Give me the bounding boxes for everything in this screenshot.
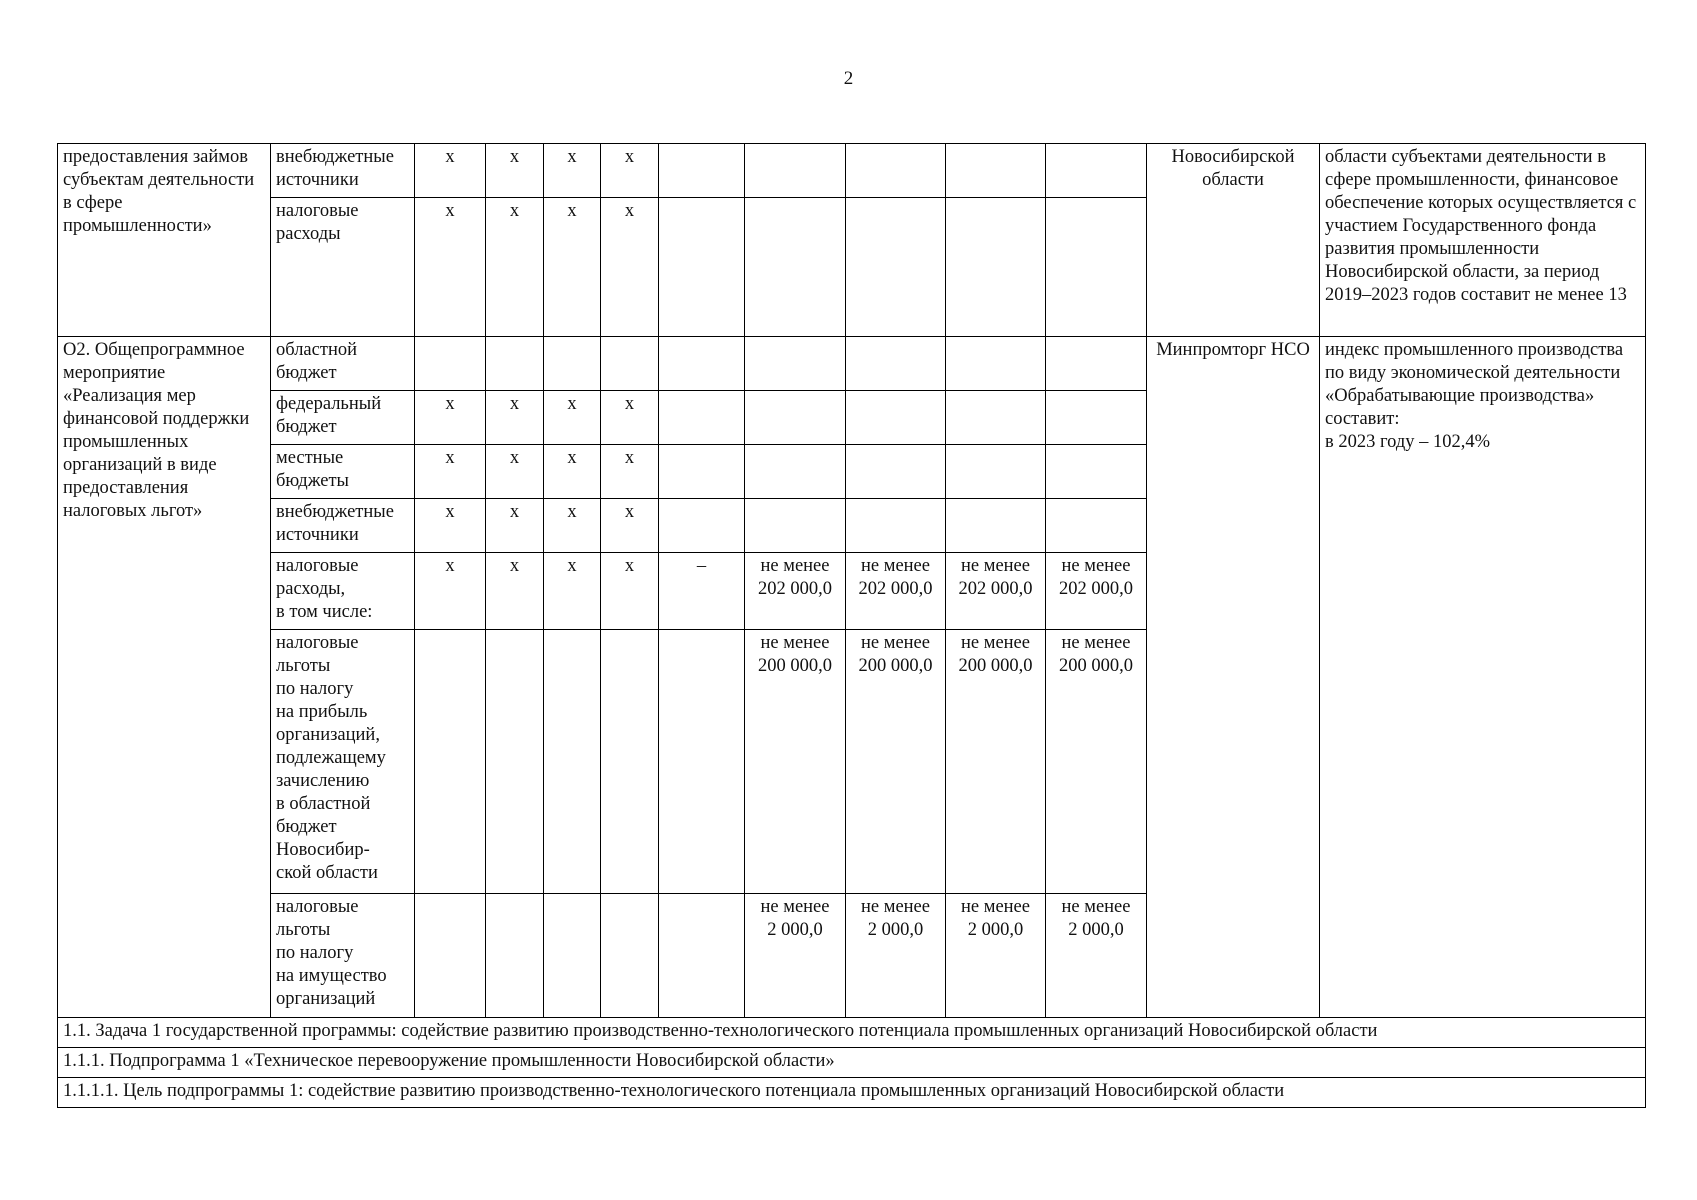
funding-source: внебюджетные источники xyxy=(271,144,415,198)
value-cell xyxy=(659,499,745,553)
value-cell xyxy=(1046,499,1147,553)
x-mark: х xyxy=(415,445,486,499)
value-cell xyxy=(659,445,745,499)
value-cell xyxy=(946,198,1046,337)
value-cell xyxy=(745,337,846,391)
tax-expense-value: не менее 202 000,0 xyxy=(846,553,946,630)
dash-cell: – xyxy=(659,553,745,630)
value-cell xyxy=(659,337,745,391)
property-tax-value: не менее 2 000,0 xyxy=(1046,894,1147,1018)
value-cell xyxy=(544,630,601,894)
executor: Новосибирской области xyxy=(1147,144,1320,337)
property-tax-value: не менее 2 000,0 xyxy=(946,894,1046,1018)
value-cell xyxy=(745,445,846,499)
value-cell xyxy=(486,894,544,1018)
value-cell xyxy=(659,894,745,1018)
value-cell xyxy=(946,391,1046,445)
x-mark: х xyxy=(601,553,659,630)
value-cell xyxy=(1046,337,1147,391)
profit-tax-value: не менее 200 000,0 xyxy=(745,630,846,894)
funding-source: налоговые льготы по налогу на имущество организаций xyxy=(271,894,415,1018)
goal-row: 1.1.1.1. Цель подпрограммы 1: содействие развитию производственно-технологического потенциала промышленных организаций Новосибирской области xyxy=(58,1078,1646,1108)
profit-tax-value: не менее 200 000,0 xyxy=(946,630,1046,894)
x-mark: х xyxy=(601,499,659,553)
tax-expense-value: не менее 202 000,0 xyxy=(1046,553,1147,630)
value-cell xyxy=(601,337,659,391)
value-cell xyxy=(659,391,745,445)
x-mark: х xyxy=(415,144,486,198)
x-mark: х xyxy=(415,499,486,553)
value-cell xyxy=(1046,391,1147,445)
x-mark: х xyxy=(601,198,659,337)
tax-expense-value: не менее 202 000,0 xyxy=(745,553,846,630)
x-mark: х xyxy=(601,391,659,445)
funding-source: местные бюджеты xyxy=(271,445,415,499)
value-cell xyxy=(1046,144,1147,198)
funding-source: налоговые расходы, в том числе: xyxy=(271,553,415,630)
value-cell xyxy=(486,630,544,894)
tax-expense-value: не менее 202 000,0 xyxy=(946,553,1046,630)
funding-source: налоговые льготы по налогу на прибыль организаций, подлежащему зачислению в областной бюджет Новосибир- ской области xyxy=(271,630,415,894)
value-cell xyxy=(846,445,946,499)
value-cell xyxy=(846,499,946,553)
x-mark: х xyxy=(544,391,601,445)
executor: Минпромторг НСО xyxy=(1147,337,1320,1018)
x-mark: х xyxy=(486,391,544,445)
value-cell xyxy=(846,198,946,337)
value-cell xyxy=(601,630,659,894)
property-tax-value: не менее 2 000,0 xyxy=(745,894,846,1018)
x-mark: х xyxy=(601,445,659,499)
funding-source: федеральный бюджет xyxy=(271,391,415,445)
x-mark: х xyxy=(544,445,601,499)
table-row xyxy=(58,337,1646,391)
x-mark: х xyxy=(544,198,601,337)
table-row xyxy=(58,144,1646,198)
table-row xyxy=(58,1048,1646,1078)
value-cell xyxy=(415,630,486,894)
value-cell xyxy=(601,894,659,1018)
value-cell xyxy=(415,894,486,1018)
measure-name: О2. Общепрограммное мероприятие «Реализация мер финансовой поддержки промышленных организаций в виде предоставления налоговых льгот» xyxy=(58,337,271,1018)
funding-source: налоговые расходы xyxy=(271,198,415,337)
x-mark: х xyxy=(486,445,544,499)
value-cell xyxy=(846,391,946,445)
value-cell xyxy=(946,445,1046,499)
value-cell xyxy=(745,499,846,553)
value-cell xyxy=(946,499,1046,553)
x-mark: х xyxy=(415,391,486,445)
x-mark: х xyxy=(486,198,544,337)
x-mark: х xyxy=(486,144,544,198)
x-mark: х xyxy=(544,144,601,198)
program-table xyxy=(57,143,1646,1108)
table-row xyxy=(58,1078,1646,1108)
task-row: 1.1. Задача 1 государственной программы: содействие развитию производственно-технологического потенциала промышленных организаций Новосибирской области xyxy=(58,1018,1646,1048)
profit-tax-value: не менее 200 000,0 xyxy=(846,630,946,894)
value-cell xyxy=(745,391,846,445)
value-cell xyxy=(544,337,601,391)
value-cell xyxy=(745,144,846,198)
x-mark: х xyxy=(486,553,544,630)
value-cell xyxy=(659,198,745,337)
profit-tax-value: не менее 200 000,0 xyxy=(1046,630,1147,894)
x-mark: х xyxy=(415,553,486,630)
expected-result: области субъектами деятельности в сфере промышленности, финансовое обеспечение которых осуществляется с участием Государственного фонда развития промышленности Новосибирской области, за период 2019–2023 годов составит не менее 13 xyxy=(1320,144,1646,337)
value-cell xyxy=(846,337,946,391)
x-mark: х xyxy=(486,499,544,553)
page-number: 2 xyxy=(843,68,854,89)
subprogram-row: 1.1.1. Подпрограмма 1 «Техническое перевооружение промышленности Новосибирской области» xyxy=(58,1048,1646,1078)
property-tax-value: не менее 2 000,0 xyxy=(846,894,946,1018)
x-mark: х xyxy=(601,144,659,198)
value-cell xyxy=(1046,198,1147,337)
funding-source: внебюджетные источники xyxy=(271,499,415,553)
x-mark: х xyxy=(544,499,601,553)
value-cell xyxy=(1046,445,1147,499)
x-mark: х xyxy=(544,553,601,630)
value-cell xyxy=(415,337,486,391)
value-cell xyxy=(946,337,1046,391)
value-cell xyxy=(946,144,1046,198)
value-cell xyxy=(659,144,745,198)
expected-result: индекс промышленного производства по виду экономической деятельности «Обрабатывающие производства» составит: в 2023 году – 102,4% xyxy=(1320,337,1646,1018)
value-cell xyxy=(486,337,544,391)
x-mark: х xyxy=(415,198,486,337)
funding-source: областной бюджет xyxy=(271,337,415,391)
measure-name: предоставления займов субъектам деятельности в сфере промышленности» xyxy=(58,144,271,337)
value-cell xyxy=(745,198,846,337)
value-cell xyxy=(846,144,946,198)
value-cell xyxy=(659,630,745,894)
table-row xyxy=(58,1018,1646,1048)
value-cell xyxy=(544,894,601,1018)
